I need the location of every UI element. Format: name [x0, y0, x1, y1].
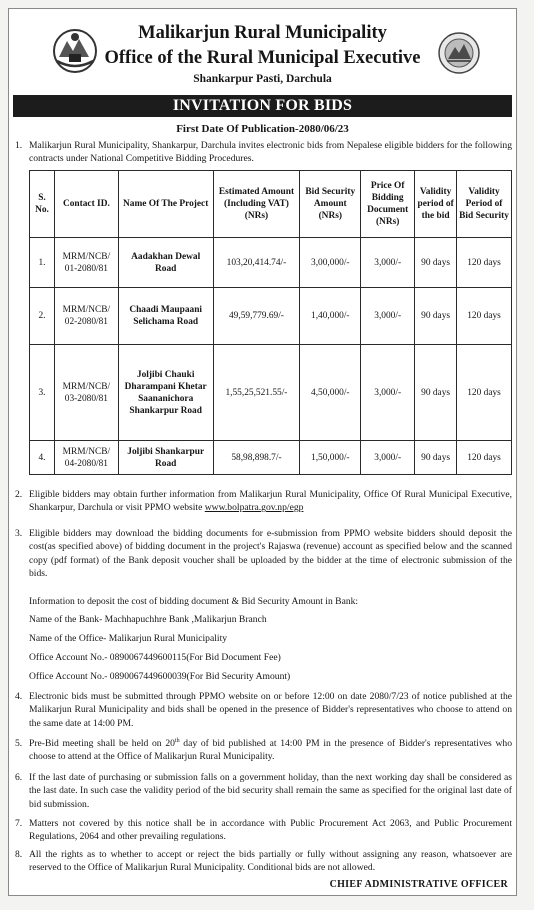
column-header: Validity period of the bid [415, 171, 457, 238]
paragraph-3 [15, 527, 512, 580]
table-cell: 58,98,898.7/- [213, 441, 300, 475]
column-header: Contact ID. [54, 171, 118, 238]
table-cell: 90 days [415, 288, 457, 345]
paragraph-text: Malikarjun Rural Municipality, Shankarpur, Darchula invites electronic bids from Nepalese eligible bidders for the following contracts under National Competitive Bidding Procedures. [29, 140, 512, 165]
paragraph-text: day of bid published at 14:00 PM in the presence of Bidder's representatives who choose to attend at the Office of Malikarjun Rural Municipality. [29, 738, 512, 763]
paragraph-7 [15, 817, 512, 844]
table-cell: 120 days [457, 288, 512, 345]
paragraph-8 [15, 848, 512, 875]
municipality-name: Malikarjun Rural Municipality [138, 23, 387, 43]
paragraph-text: If the last date of purchasing or submission falls on a government holiday, than the next working day shall be considered as the last date. In such case the validity period of the bid security shall remain the same as specified for the original last date of bid submission. [29, 772, 512, 810]
table-cell: Aadakhan Dewal Road [118, 238, 213, 288]
bids-table [29, 170, 512, 475]
paragraph-number: 2. [15, 489, 23, 500]
table-cell: 3,000/- [361, 238, 415, 288]
paragraph-1 [15, 139, 512, 166]
column-header: Name Of The Project [118, 171, 213, 238]
table-cell: 90 days [415, 345, 457, 441]
table-cell: Joljibi Shankarpur Road [118, 441, 213, 475]
table-cell: 103,20,414.74/- [213, 238, 300, 288]
bank-name: Name of the Bank- Machhapuchhre Bank ,Malikarjun Branch [29, 614, 267, 625]
paragraph-number: 3. [15, 528, 23, 539]
table-cell: 49,59,779.69/- [213, 288, 300, 345]
office-address: Shankarpur Pasti, Darchula [193, 73, 332, 85]
office-name: Office of the Rural Municipal Executive [104, 48, 421, 68]
table-row [30, 238, 512, 288]
paragraph-text: Matters not covered by this notice shall be in accordance with Public Procurement Act 2063, and Public Procurement Regulations, 2064 and other prevailing regulations. [29, 818, 512, 843]
table-cell: 3,00,000/- [300, 238, 361, 288]
office-name-line: Name of the Office- Malikarjun Rural Municipality [29, 633, 228, 644]
column-header: Estimated Amount (Including VAT) (NRs) [213, 171, 300, 238]
column-header: Price Of Bidding Document (NRs) [361, 171, 415, 238]
signatory-title: CHIEF ADMINISTRATIVE OFFICER [329, 879, 508, 890]
table-cell: 3,000/- [361, 345, 415, 441]
paragraph-text: Eligible bidders may obtain further information from Malikarjun Rural Municipality, Office Of Rural Municipal Executive, Shankarpur, Darchula or visit PPMO website [29, 489, 512, 514]
paragraph-text: Eligible bidders may download the bidding documents for e-submission from PPMO website bidders should deposit the cost(as specified above) of bidding document in the project's Rajaswa (revenue) account as specified below and the scanned copy (pdf format) of the Bank deposit voucher shall be uploaded by the bidder at the time of electronic submission of the bids. [29, 528, 512, 579]
table-cell: 90 days [415, 238, 457, 288]
table-cell: 120 days [457, 345, 512, 441]
paragraph-number: 4. [15, 691, 23, 702]
table-cell: 1,40,000/- [300, 288, 361, 345]
table-row [30, 345, 512, 441]
table-cell: MRM/NCB/ 03-2080/81 [54, 345, 118, 441]
bank-info-intro: Information to deposit the cost of bidding document & Bid Security Amount in Bank: [29, 596, 359, 607]
table-cell: MRM/NCB/ 01-2080/81 [54, 238, 118, 288]
table-cell: 3,000/- [361, 441, 415, 475]
table-cell: Chaadi Maupaani Selichama Road [118, 288, 213, 345]
table-row [30, 288, 512, 345]
publication-date: First Date Of Publication-2080/06/23 [176, 123, 349, 135]
table-cell: 1,55,25,521.55/- [213, 345, 300, 441]
column-header: Validity Period of Bid Security [457, 171, 512, 238]
table-cell: 3. [30, 345, 55, 441]
table-cell: Joljibi Chauki Dharampani Khetar Saananichora Shankarpur Road [118, 345, 213, 441]
ordinal-suffix: th [174, 737, 180, 744]
paragraph-number: 8. [15, 849, 23, 860]
paragraph-number: 7. [15, 818, 23, 829]
table-cell: 4. [30, 441, 55, 475]
notice-sheet [8, 8, 517, 896]
paragraph-6 [15, 771, 512, 811]
paragraph-number: 5. [15, 738, 23, 749]
table-cell: 4,50,000/- [300, 345, 361, 441]
paragraph-text: Pre-Bid meeting shall be held on 20 [29, 738, 175, 749]
paragraph-text: All the rights as to whether to accept or reject the bids partially or fully without assigning any reason, whatsoever are reserved to the Office of Malikarjun Rural Municipality. Conditional bids are not allowed. [29, 849, 512, 874]
notice-title-banner: INVITATION FOR BIDS [13, 95, 512, 117]
column-header: Bid Security Amount (NRs) [300, 171, 361, 238]
account-number-security: Office Account No.- 0890067449600039(For Bid Security Amount) [29, 671, 291, 682]
table-cell: 120 days [457, 441, 512, 475]
table-cell: 120 days [457, 238, 512, 288]
table-row [30, 441, 512, 475]
paragraph-number: 6. [15, 772, 23, 783]
paragraph-text: Electronic bids must be submitted through PPMO website on or before 12:00 on date 2080/7/23 of notice published at the Malikarjun Rural Municipality and bids shall be opened in the presence of Bidder's representatives who choose to attend on the same date at 14:00 PM. [29, 691, 512, 729]
table-cell: 2. [30, 288, 55, 345]
table-cell: MRM/NCB/ 02-2080/81 [54, 288, 118, 345]
table-cell: MRM/NCB/ 04-2080/81 [54, 441, 118, 475]
ppmo-website-link[interactable]: www.bolpatra.gov.np/egp [204, 502, 304, 514]
paragraph-4 [15, 690, 512, 730]
paragraph-2 [15, 488, 512, 515]
table-header-row [30, 171, 512, 238]
column-header: S. No. [30, 171, 55, 238]
table-cell: 1. [30, 238, 55, 288]
table-cell: 90 days [415, 441, 457, 475]
table-cell: 1,50,000/- [300, 441, 361, 475]
account-number-fee: Office Account No.- 0890067449600115(For Bid Document Fee) [29, 652, 281, 663]
paragraph-5 [15, 737, 512, 764]
paragraph-number: 1. [15, 140, 23, 151]
table-cell: 3,000/- [361, 288, 415, 345]
